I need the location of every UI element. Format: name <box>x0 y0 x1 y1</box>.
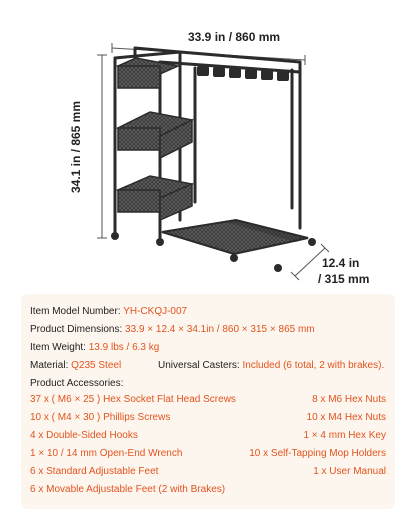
dimensions-row <box>30 324 315 336</box>
height-dimension-line <box>97 55 107 238</box>
accessory-left-item: 4 x Double-Sided Hooks <box>30 430 138 441</box>
casters-row <box>158 360 384 372</box>
material-value: Q235 Steel <box>71 360 122 371</box>
accessory-right-item: 1 × 4 mm Hex Key <box>303 430 386 441</box>
depth-dimension-label-in: 12.4 in <box>322 256 360 270</box>
height-dimension-label: 34.1 in / 865 mm <box>69 100 84 194</box>
accessory-left-item: 6 x Movable Adjustable Feet (2 with Brakes) <box>30 484 226 495</box>
accessories-label: Product Accessories: <box>30 378 124 389</box>
accessory-right-item: 10 x M4 Hex Nuts <box>306 412 386 423</box>
dimensions-label: Product Dimensions: <box>30 324 123 335</box>
weight-label: Item Weight: <box>30 342 86 353</box>
dimensions-value: 33.9 × 12.4 × 34.1in / 860 × 315 × 865 mm <box>125 324 315 335</box>
model-value: YH-CKQJ-007 <box>123 306 188 317</box>
accessory-left-item: 6 x Standard Adjustable Feet <box>30 466 159 477</box>
depth-dimension-label-mm: / 315 mm <box>318 272 370 286</box>
accessory-right-item: 10 x Self-Tapping Mop Holders <box>249 448 386 459</box>
material-row <box>30 360 121 372</box>
weight-value: 13.9 lbs / 6.3 kg <box>88 342 160 353</box>
accessory-right-item: 8 x M6 Hex Nuts <box>312 394 386 405</box>
casters-label: Universal Casters: <box>158 360 240 371</box>
accessory-left-item: 10 x ( M4 × 30 ) Phillips Screws <box>30 412 171 423</box>
accessory-right-item: 1 x User Manual <box>313 466 386 477</box>
weight-row <box>30 342 159 354</box>
width-dimension-label: 33.9 in / 860 mm <box>188 30 281 44</box>
accessory-left-item: 1 × 10 / 14 mm Open-End Wrench <box>30 448 183 459</box>
casters-value: Included (6 total, 2 with brakes). <box>242 360 385 371</box>
model-row <box>30 306 187 318</box>
material-label: Material: <box>30 360 69 371</box>
accessory-left-item: 37 x ( M6 × 25 ) Hex Socket Flat Head Screws <box>30 394 236 405</box>
accessories-heading <box>30 378 123 390</box>
model-label: Item Model Number: <box>30 306 121 317</box>
mesh-floor <box>162 220 308 254</box>
